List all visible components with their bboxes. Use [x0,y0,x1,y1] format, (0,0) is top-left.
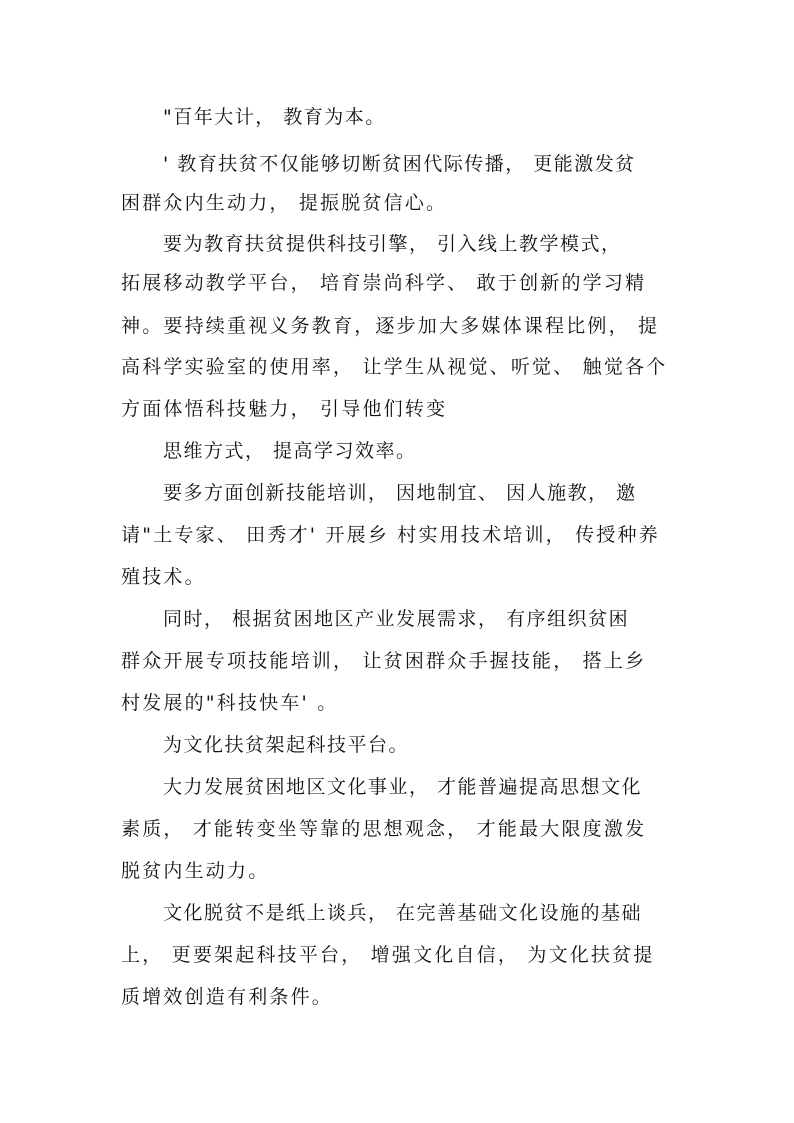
text-line: 大力发展贫困地区文化事业， 才能普遍提高思想文化 [163,776,643,798]
text-line: 村发展的"科技快车' 。 [121,692,339,714]
text-line: 素质， 才能转变坐等靠的思想观念， 才能最大限度激发 [121,818,647,840]
text-line: 要为教育扶贫提供科技引擎， 引入线上教学模式， [163,233,622,255]
text-line: 请"土专家、 田秀才' 开展乡 村实用技术培训， 传授种养 [121,524,660,546]
text-line: 质增效创造有利条件。 [121,986,334,1008]
text-line: 同时， 根据贫困地区产业发展需求， 有序组织贫困 [163,608,630,630]
text-line: 思维方式， 提高学习效率。 [163,440,417,462]
text-line: 殖技术。 [121,566,206,588]
text-line: 神。要持续重视义务教育，逐步加大多媒体课程比例， 提 [121,315,660,337]
text-line: 脱贫内生动力。 [121,860,270,882]
text-line: 上， 更要架起科技平台， 增强文化自信， 为文化扶贫提 [121,944,655,966]
text-line: 为文化扶贫架起科技平台。 [163,734,410,756]
text-line: 方面体悟科技魅力， 引导他们转变 [121,398,448,420]
text-line: ' 教育扶贫不仅能够切断贫困代际传播， 更能激发贫 [163,153,636,175]
text-line: 文化脱贫不是纸上谈兵， 在完善基础文化设施的基础 [163,902,643,924]
text-line: "百年大计， 教育为本。 [163,106,386,128]
text-line: 群众开展专项技能培训， 让贫困群众手握技能， 搭上乡 [121,650,647,672]
text-line: 高科学实验室的使用率， 让学生从视觉、听觉、 触觉各个 [121,356,668,378]
text-line: 困群众内生动力， 提振脱贫信心。 [121,192,448,214]
text-line: 拓展移动教学平台， 培育崇尚科学、 敢于创新的学习精 [121,272,647,294]
text-line: 要多方面创新技能培训， 因地制宜、 因人施教， 邀 [163,482,637,504]
